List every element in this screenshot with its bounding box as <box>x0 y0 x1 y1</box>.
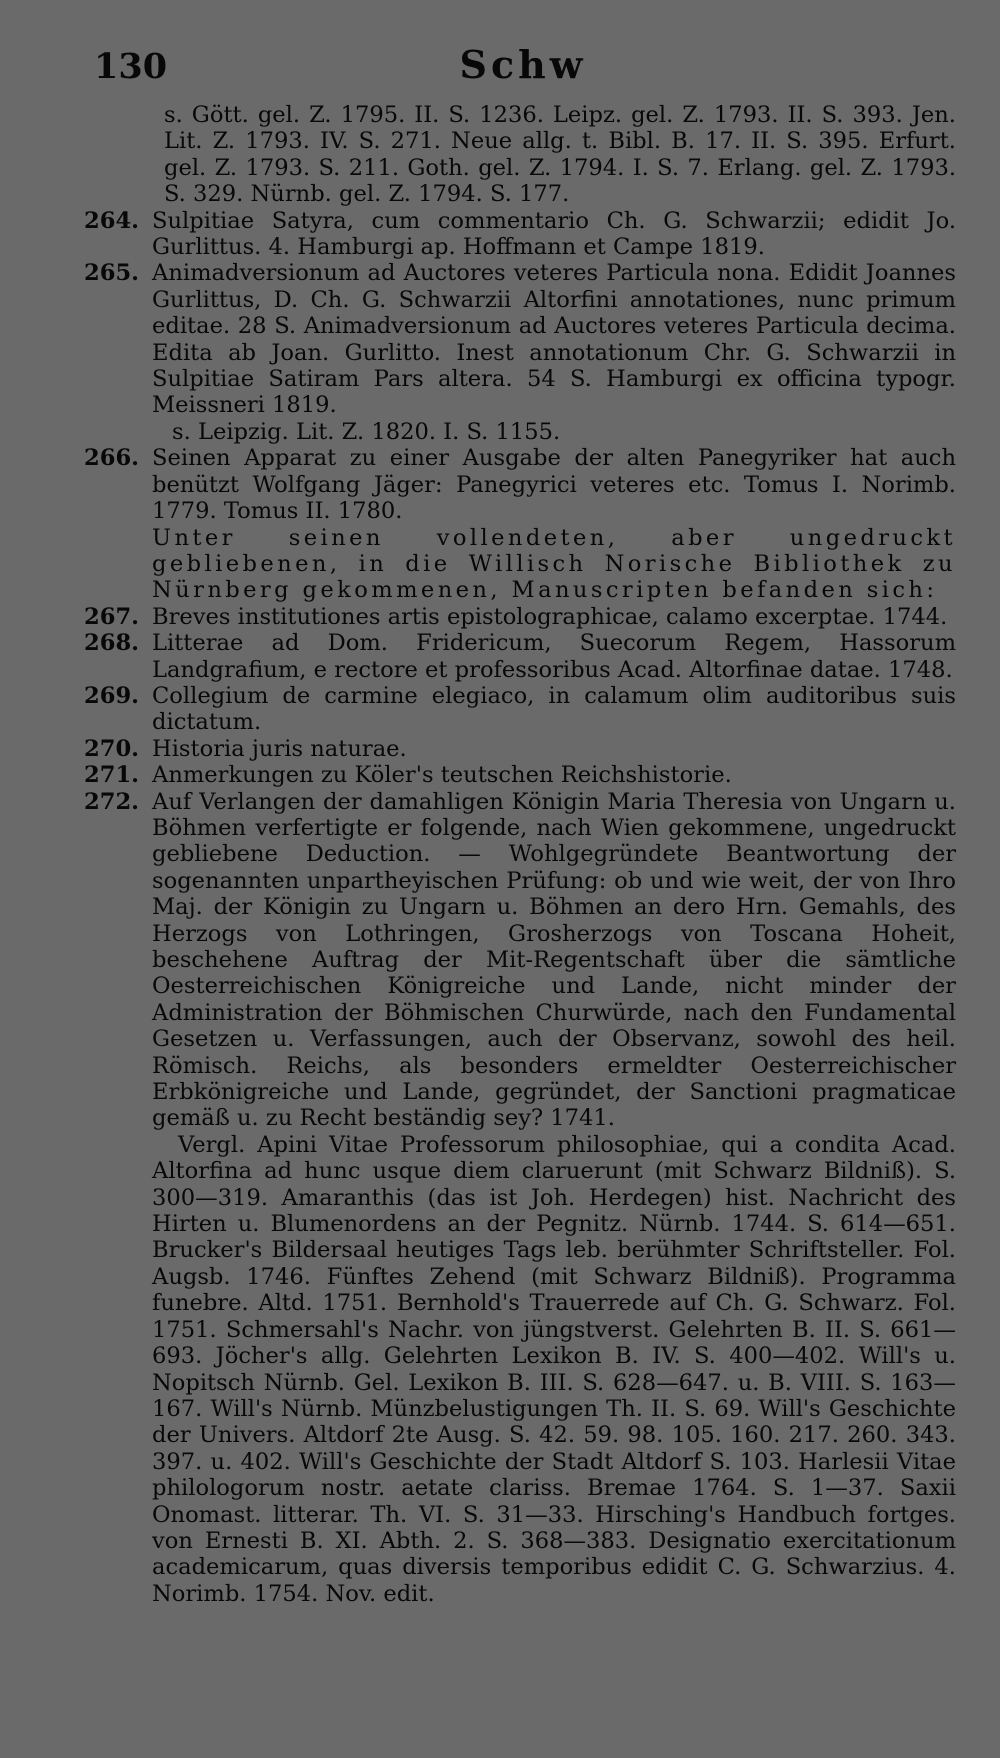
entry-265 <box>60 260 956 418</box>
entry-number: 270. <box>84 735 140 762</box>
entry-text: Breves institutiones artis epistolographicae, calamo excerptae. 1744. <box>152 603 948 630</box>
entry-266 <box>60 445 956 524</box>
entry-text: Animadversionum ad Auctores veteres Particula nona. Edidit Joannes Gurlittus, D. Ch. G. Schwarzii Altorfini annotationes, nunc primum editae. 28 S. Animadversionum ad Auctores veteres Particula decima. Edita ab Joan. Gurlitto. Inest annotationum Chr. G. Schwarzii in Sulpitiae Satiram Pars altera. 54 S. Hamburgi ex officina typogr. Meissneri 1819. <box>152 260 956 419</box>
entry-number: 264. <box>84 207 140 234</box>
entry-text: Litterae ad Dom. Fridericum, Suecorum Regem, Hassorum Landgrafium, e rectore et professoribus Acad. Altorfinae datae. 1748. <box>152 630 956 683</box>
manuscripts-heading: Unter seinen vollendeten, aber ungedruckt gebliebenen, in die Willisch Norische Bibliothek zu Nürnberg gekommenen, Manuscripten befanden sich: <box>152 524 956 604</box>
entry-number: 271. <box>84 762 140 789</box>
entry-number: 265. <box>84 260 140 287</box>
entry-text: Historia juris naturae. <box>152 735 407 762</box>
entry-268 <box>60 630 956 683</box>
entry-text: s. Leipzig. Lit. Z. 1820. I. S. 1155. <box>172 418 561 445</box>
entry-number: 268. <box>84 630 140 657</box>
entry-number: 266. <box>84 445 140 472</box>
entry-text: Auf Verlangen der damahligen Königin Maria Theresia von Ungarn u. Böhmen verfertigte er folgende, nach Wien gekommene, ungedruckt gebliebene Deduction. — Wohlgegründete Beantwortung der sogenannten unpartheyischen Prüfung: ob und wie weit, der von Ihro Maj. der Königin zu Ungarn u. Böhmen an dero Hrn. Gemahls, des Herzogs von Lothringen, Grosherzogs von Toscana Hoheit, beschehene Auftrag der Mit-Regentschaft über die sämtliche Oesterreichischen Königreiche und Lande, nicht minder der Administration der Böhmischen Churwürde, nach den Fundamental Gesetzen u. Verfassungen, auch der Observanz, sowohl des heil. Römisch. Reichs, als besonders ermeldter Oesterreichischer Erbkönigreiche und Lande, gegründet, der Sanctioni pragmaticae gemäß u. zu Recht beständig sey? 1741. <box>152 788 956 1132</box>
entry-text: Anmerkungen zu Köler's teutschen Reichshistorie. <box>152 762 732 789</box>
page-body <box>60 102 956 1607</box>
entry-number: 269. <box>84 682 140 709</box>
entry-267 <box>60 604 956 630</box>
entry-number: 272. <box>84 788 140 815</box>
entry-text: Seinen Apparat zu einer Ausgabe der alten Panegyriker hat auch benützt Wolfgang Jäger: Panegyrici veteres etc. Tomus I. Norimb. 1779. Tomus II. 1780. <box>152 445 956 525</box>
entry-264 <box>60 208 956 261</box>
entry-number: 267. <box>84 603 140 630</box>
running-head: Schw <box>459 42 587 87</box>
references-note: Vergl. Apini Vitae Professorum philosophiae, qui a condita Acad. Altorfina ad hunc usque diem claruerunt (mit Schwarz Bildniß). S. 300—319. Amaranthis (das ist Joh. Herdegen) hist. Nachricht des Hirten u. Blumenordens an der Pegnitz. Nürnb. 1744. S. 614—651. Brucker's Bildersaal heutiges Tags leb. berühmter Schriftsteller. Fol. Augsb. 1746. Fünftes Zehend (mit Schwarz Bildniß). Programma funebre. Altd. 1751. Bernhold's Trauerrede auf Ch. G. Schwarz. Fol. 1751. Schmersahl's Nachr. von jüngstverst. Gelehrten B. II. S. 661—693. Jöcher's allg. Gelehrten Lexikon B. IV. S. 400—402. Will's u. Nopitsch Nürnb. Gel. Lexikon B. III. S. 628—647. u. B. VIII. S. 163—167. Will's Nürnb. Münzbelustigungen Th. II. S. 69. Will's Geschichte der Univers. Altdorf 2te Ausg. S. 42. 59. 98. 105. 160. 217. 260. 343. 397. u. 402. Will's Geschichte der Stadt Altdorf S. 103. Harlesii Vitae philologorum nostr. aetate clariss. Bremae 1764. S. 1—37. Saxii Onomast. litterar. Th. VI. S. 31—33. Hirsching's Handbuch fortges. von Ernesti B. XI. Abth. 2. S. 368—383. Designatio exercitationum academicarum, quas diversis temporibus edidit C. G. Schwarzius. 4. Norimb. 1754. Nov. edit. <box>152 1131 956 1607</box>
page-header <box>60 42 956 102</box>
entry-269 <box>60 683 956 736</box>
entry-271 <box>60 762 956 788</box>
entry-270 <box>60 736 956 762</box>
page-number: 130 <box>94 46 168 87</box>
entry-text: Collegium de carmine elegiaco, in calamum olim auditoribus suis dictatum. <box>152 682 956 736</box>
citation-block: s. Gött. gel. Z. 1795. II. S. 1236. Leipz. gel. Z. 1793. II. S. 393. Jen. Lit. Z. 1793. IV. S. 271. Neue allg. t. Bibl. B. 17. II. S. 395. Erfurt. gel. Z. 1793. S. 211. Goth. gel. Z. 1794. I. S. 7. Erlang. gel. Z. 1793. S. 329. Nürnb. gel. Z. 1794. S. 177. <box>164 102 956 208</box>
entry-272 <box>60 789 956 1132</box>
entry-265-review <box>60 419 956 445</box>
entry-text: Sulpitiae Satyra, cum commentario Ch. G. Schwarzii; edidit Jo. Gurlittus. 4. Hamburgi ap. Hoffmann et Campe 1819. <box>152 207 956 261</box>
